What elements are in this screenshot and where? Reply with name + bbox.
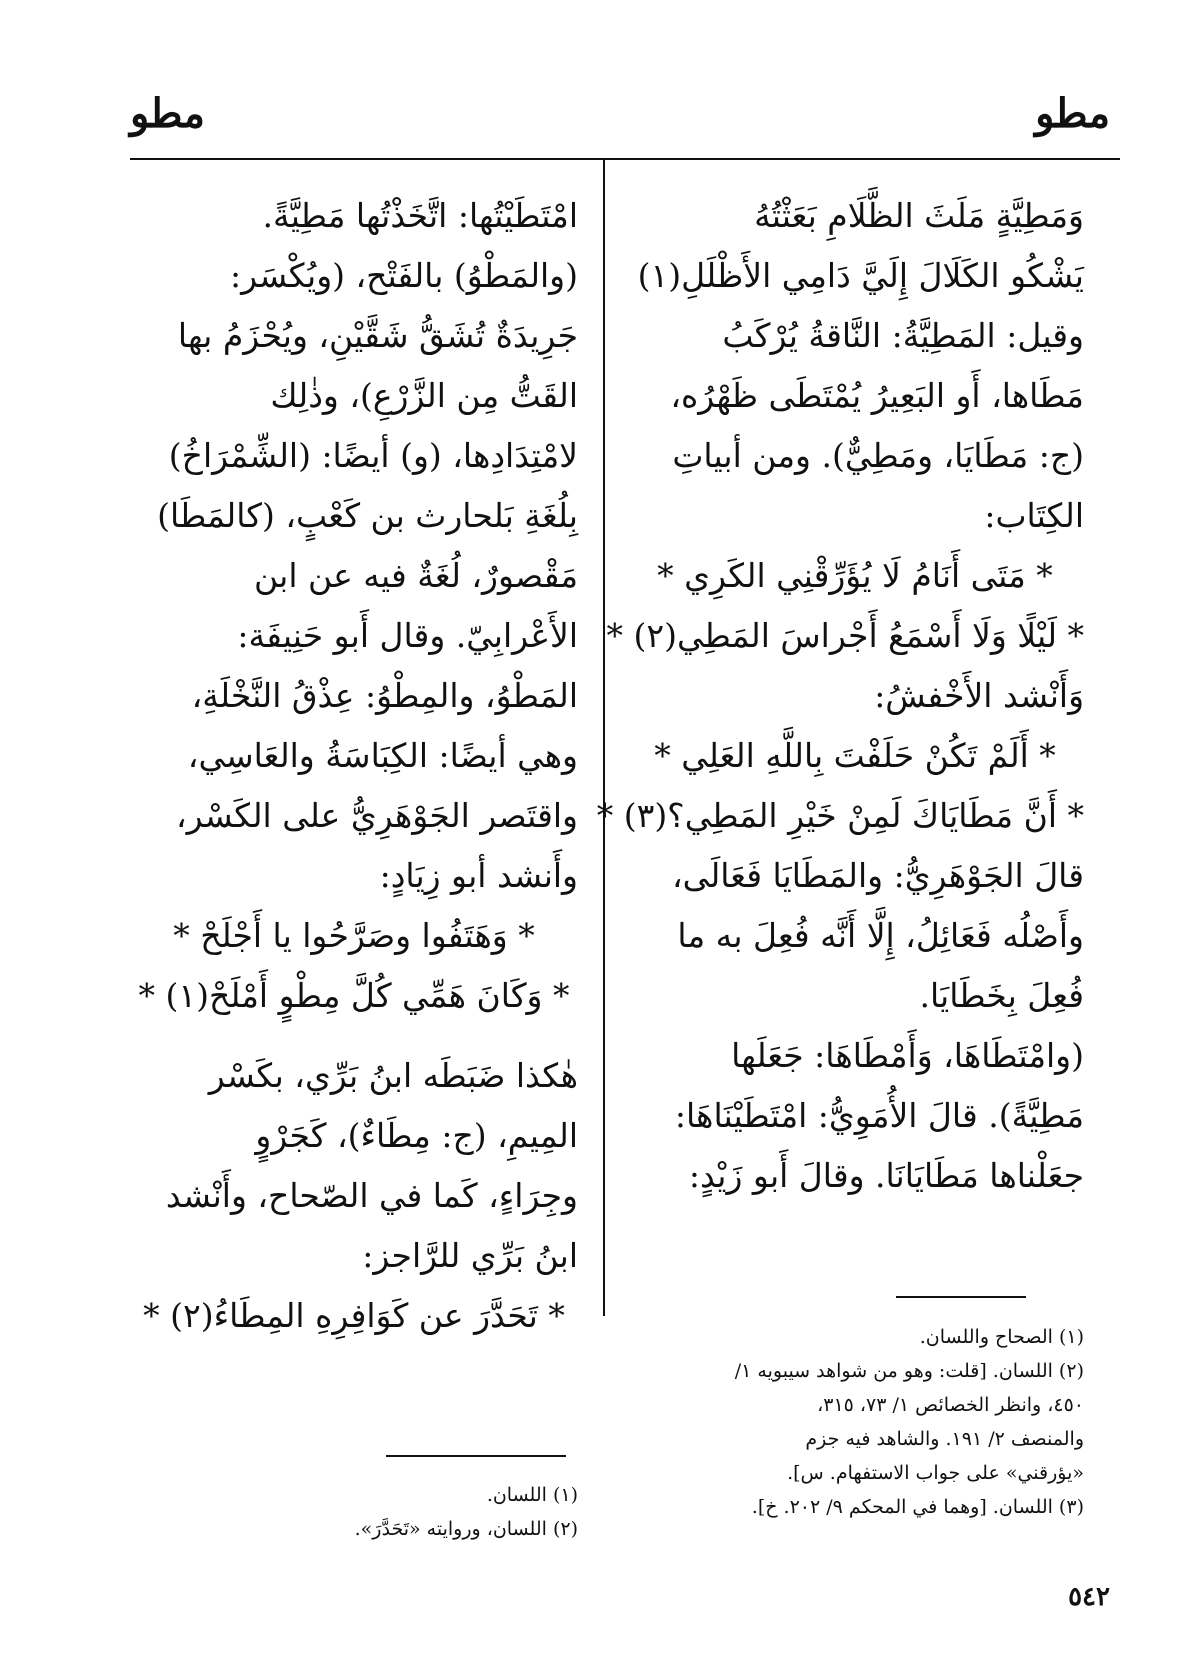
text-line: مَطِيَّةً). قالَ الأُمَوِيُّ: امْتَطَيْنَاهَا: [674,1096,1084,1135]
running-header-right: مطو [1035,90,1110,137]
footnote-line: (٢) اللسان، وروايته «تَحَدَّرَ». [354,1518,578,1540]
text-line: يَشْكُو الكَلَالَ إِلَيَّ دَامِي الأَظْلَلِ(١) [637,256,1084,295]
text-line: وهي أيضًا: الكِبَاسَةُ والعَاسِي، [187,736,578,775]
footnote-line: والمنصف ٢/ ١٩١. والشاهد فيه جزم [805,1428,1084,1450]
footnote-line: (٣) اللسان. [وهما في المحكم ٩/ ٢٠٢. خ]. [751,1496,1084,1518]
text-line: المَطْوُ، والمِطْوُ: عِذْقُ النَّخْلَةِ، [191,676,578,715]
text-line: وجِرَاءٍ، كَما في الصّحاح، وأَنْشد [165,1176,578,1215]
verse-line: * وَكَانَ هَمِّي كُلَّ مِطْوٍ أَمْلَحْ(١) * [138,976,570,1015]
footnote-line: ٤٥٠، وانظر الخصائص ١/ ٧٣، ٣١٥، [817,1394,1084,1416]
footnotes-right [626,1320,1084,1524]
verse-line: * أَلَمْ تَكُنْ حَلَفْتَ بِاللَّهِ العَلِي * [654,736,1056,775]
text-line: وَأَنْشد الأَخْفشُ: [874,676,1084,715]
verse-line: * أَنَّ مَطَايَاكَ لَمِنْ خَيْرِ المَطِي؟(٣) * [596,796,1084,835]
text-line: هٰكذا ضَبَطَه ابنُ بَرِّي، بكَسْر [208,1056,578,1095]
text-line: القَتُّ مِن الزَّرْعِ)، وذٰلِك [270,376,578,415]
text-line: ابنُ بَرِّي للرَّاجز: [362,1236,578,1275]
footnotes-left [130,1478,578,1546]
text-line: (وامْتَطَاهَا، وَأَمْطَاهَا: جَعَلَها [731,1036,1084,1075]
text-line: الكِتَاب: [984,496,1084,535]
verse-line: * تَحَدَّرَ عن كَوَافِرِهِ المِطَاءُ(٢) * [143,1296,565,1335]
text-line: المِيمِ، (ج: مِطَاءٌ)، كَجَرْوٍ [255,1116,578,1155]
text-line: جَرِيدَةٌ تُشَقُّ شَقَّيْنِ، ويُحْزَمُ بها [177,316,578,355]
verse-line: * لَيْلًا وَلَا أَسْمَعُ أَجْراسَ المَطِي(٢) * [606,616,1084,655]
column-divider [603,160,605,1316]
footnote-rule-left [386,1455,566,1457]
text-line: مَقْصورٌ، لُغَةٌ فيه عن ابن [254,556,578,595]
header-rule [130,158,1120,160]
running-header-left: مطو [130,90,205,137]
text-line: الأَعْرابِيّ. وقال أَبو حَنِيفَة: [237,616,578,655]
footnote-line: (١) اللسان. [486,1484,578,1506]
verse-line: * وَهَتَفُوا وصَرَّحُوا يا أَجْلَحْ * [173,916,535,955]
text-line: امْتَطَيْتُها: اتَّخَذْتُها مَطِيَّةً. [262,196,578,235]
footnote-rule-right [896,1296,1026,1298]
text-line: وَمَطِيَّةٍ مَلَثَ الظَّلَامِ بَعَثْتُهُ [754,196,1084,235]
right-column [596,186,1084,1206]
text-line: بِلُغَةِ بَلحارث بن كَعْبٍ، (كالمَطَا) [157,496,578,535]
page-number: ٥٤٢ [1068,1582,1110,1612]
text-line: (والمَطْوُ) بالفَتْح، (ويُكْسَر: [230,256,578,295]
footnote-line: «يؤرقني» على جواب الاستفهام. س]. [787,1462,1084,1484]
text-line: جعَلْناها مَطَايَانَا. وقالَ أَبو زَيْدٍ: [688,1156,1084,1195]
left-column [130,186,578,1346]
text-line: واقتَصر الجَوْهَرِيُّ على الكَسْر، [175,796,578,835]
text-line: لامْتِدَادِها، (و) أيضًا: (الشِّمْرَاخُ) [168,436,578,475]
verse-line: * مَتَى أَنَامُ لَا يُؤَرِّقْنِي الكَرِي * [657,556,1053,595]
text-line: قالَ الجَوْهَرِيُّ: والمَطَايَا فَعَالَى، [672,856,1084,895]
footnote-line: (٢) اللسان. [قلت: وهو من شواهد سيبويه ١/ [734,1360,1084,1382]
text-line: وأَصْلُه فَعَائِلُ، إِلَّا أَنَّه فُعِلَ به ما [677,916,1084,955]
footnote-line: (١) الصحاح واللسان. [919,1326,1084,1348]
text-line: فُعِلَ بِخَطَايَا. [919,976,1084,1015]
text-line: وأَنشد أبو زِيَادٍ: [379,856,578,895]
text-line: مَطَاها، أَو البَعِيرُ يُمْتَطَى ظَهْرُه، [670,376,1084,415]
verse-gap [130,1026,578,1046]
text-line: (ج: مَطَايَا، ومَطِيٌّ). ومن أبياتِ [672,436,1084,475]
text-line: وقيل: المَطِيَّةُ: النَّاقةُ يُرْكَبُ [722,316,1084,355]
